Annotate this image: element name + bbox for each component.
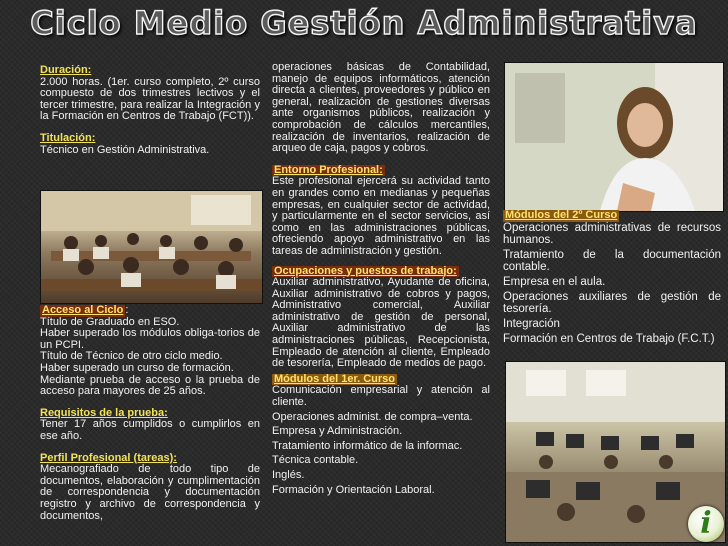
classroom-photo [40, 190, 263, 304]
entorno-heading: Entorno Profesional: [274, 163, 383, 176]
entorno-text: Este profesional ejercerá su actividad tanto en grandes como en medianas y pequeñas empresas, en cualquier sector de actividad, y particularmente en el sector servicios, así como en las administraciones públicas, ofreciendo apoyo administrativo en las tareas de administración y gestión. [272, 175, 490, 257]
modulo-item: Tratamiento informático de la informac. [272, 439, 463, 452]
modulo-item: Tratamiento de la documentación contable. [503, 248, 721, 273]
column-right [503, 210, 721, 345]
modulos-1-heading: Módulos del 1er. Curso [274, 372, 396, 385]
acceso-item: Haber superado los módulos obliga-torios de un PCPI. [40, 327, 260, 351]
modulo-item: Integración [503, 317, 560, 330]
modulos-2-heading: Módulos del 2º Curso [505, 209, 618, 221]
titulacion-heading: Titulación [40, 131, 92, 144]
duracion-text: 2.000 horas. (1er. curso completo, 2º curso compuesto de dos trimestres lectivos y el tercer trimestre, para realizar la Integración y la Formación en Centros de Trabajo (FCT)). [40, 75, 260, 123]
requisitos-text: Tener 17 años cumplidos o cumplirlos en ese año. [40, 418, 260, 442]
acceso-item: Mediante prueba de acceso o la prueba de acceso para mayores de 25 años. [40, 373, 260, 398]
modulo-item: Operaciones administ. de compra–venta. [272, 410, 473, 423]
duracion-heading: Duración: [40, 64, 92, 76]
student-photo [504, 62, 724, 212]
acceso-item: Haber superado un curso de formación. [40, 361, 234, 374]
modulo-item: Formación en Centros de Trabajo (F.C.T.) [503, 332, 715, 345]
info-logo-icon: i [688, 506, 724, 542]
acceso-item: Título de Técnico de otro ciclo medio. [40, 350, 223, 363]
modulo-item: Técnica contable. [272, 454, 359, 467]
modulo-item: Operaciones administrativas de recursos humanos. [503, 221, 721, 246]
modulo-item: Formación y Orientación Laboral. [272, 483, 435, 496]
titulacion-text: Técnico en Gestión Administrativa. [40, 143, 210, 156]
column-left: Duración: 2.000 horas. (1er. curso completo, 2º curso compuesto de dos trimestres lectivos y el tercer trimestre, para realizar la Integración y la Formación en Centros de Trabajo (FCT)). Titulación: Técnico en Gestión Administrativa. [40, 64, 260, 156]
ocupaciones-heading: Ocupaciones y puestos de trabajo: [274, 264, 457, 277]
modulo-item: Operaciones auxiliares de gestión de tesorería. [503, 290, 721, 315]
column-middle [272, 62, 490, 496]
acceso-block: Acceso al Ciclo : Título de Graduado en ESO. Haber superado los módulos obliga-torios de un PCPI. Título de Técnico de otro ciclo medio. Haber superado un curso de formación. Mediante prueba de acceso o la prueba de acceso para mayores de 25 años. Requisitos de la prueba: Tener 17 años cumplidos o cumplirlos en ese año. Perfil Profesional (tareas): Mecanografiado de todo tipo de documentos, elaboración y cumplimentación de correspondencia y documentación registro y archivo de correspondencia y documentos, [40, 304, 260, 522]
acceso-item: Título de Graduado en ESO. [40, 315, 180, 328]
modulo-item: Empresa y Administración. [272, 425, 403, 438]
page-title: Ciclo Medio Gestión Administrativa [30, 4, 698, 42]
perfil-text: Mecanografiado de todo tipo de documentos, elaboración y cumplimentación de correspondencia y documentación registro y archivo de correspondencia y documentos, [40, 463, 260, 522]
acceso-heading: Acceso al Ciclo [42, 304, 124, 316]
modulo-item: Inglés. [272, 469, 305, 481]
requisitos-heading: Requisitos de la prueba: [40, 406, 168, 419]
ocupaciones-text: Auxiliar administrativo, Ayudante de oficina, Auxiliar administrativo de cobros y pagos, Administrativo comercial, Auxiliar administrativo de gestión de personal, Auxiliar administrativo de las administraciones públicas, Recepcionista, Empleado de atención al cliente, Empleado de tesorería, Empleado de medios de pago. [272, 276, 490, 370]
perfil-heading: Perfil Profesional (tareas): [40, 451, 177, 464]
modulo-item: Empresa en el aula. [503, 275, 606, 288]
modulo-item: Comunicación empresarial y atención al cliente. [272, 384, 490, 409]
perfil-text-cont: operaciones básicas de Contabilidad, manejo de equipos informáticos, atención directa a clientes, proveedores y público en general, realización de gestiones diversas ante organismos públicos, realización y comprobación de cálculos mercantiles, realización de inventarios, realización de arqueo de caja, pagos y cobros. [272, 61, 490, 155]
